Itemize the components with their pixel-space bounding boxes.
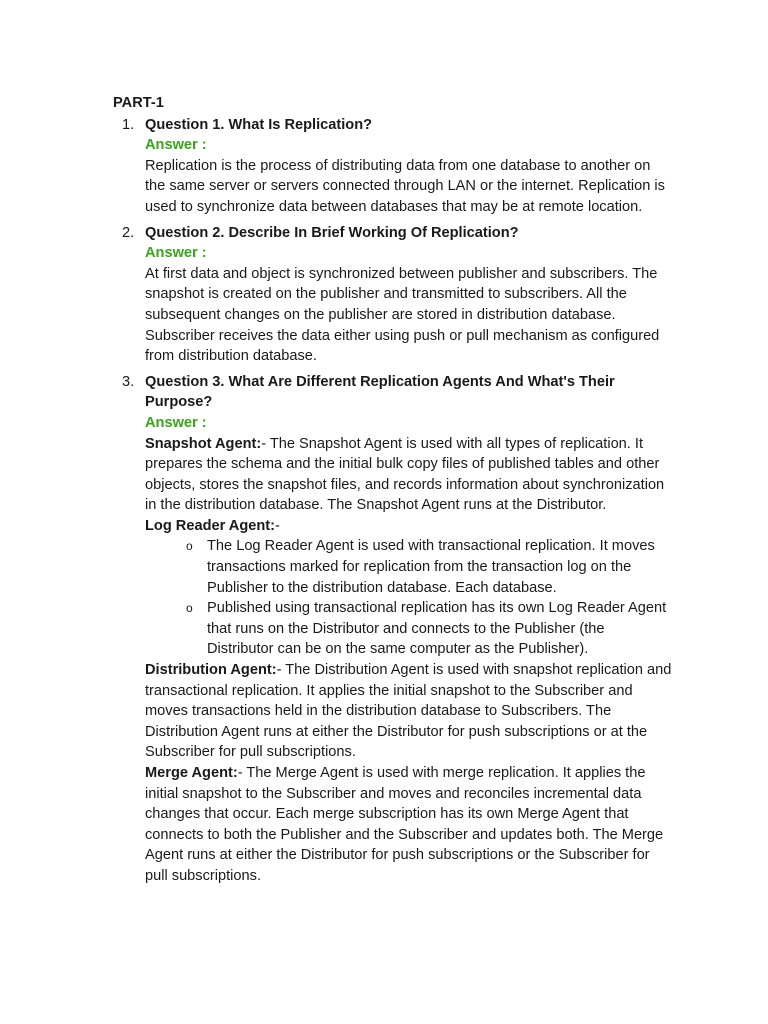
question-number: 3. (122, 373, 135, 390)
merge-agent-text: - The Merge Agent is used with merge replication. It applies the initial snapshot to the Subscriber and moves and reconciles incremental data changes that occur. Each merge subscription has its own Merge Agent that connects to both the Publisher and the Subscriber and updates both. The Merge Agent runs at either the Distributor for push subscriptions or the Subscriber for pull subscriptions. (145, 765, 664, 884)
question-title: Question 3. What Are Different Replication Agents And What's Their Purpose? (145, 373, 615, 411)
log-reader-agent-heading (145, 516, 673, 537)
snapshot-agent-paragraph (145, 434, 673, 516)
log-reader-agent-label: Log Reader Agent: (145, 517, 275, 534)
list-item (186, 598, 673, 660)
snapshot-agent-label: Snapshot Agent: (145, 435, 262, 452)
distribution-agent-text: - The Distribution Agent is used with snapshot replication and transactional replication. It applies the initial snapshot to the Subscriber and moves transactions held in the distribution database to Subscribers. The Distribution Agent runs at either the Distributor for push subscriptions or at the Subscriber for pull subscriptions. (145, 662, 672, 761)
answer-label: Answer : (145, 245, 207, 262)
list-item-text: Published using transactional replication has its own Log Reader Agent that runs on the Distributor and connects to the Publisher (the Distributor can be on the same computer as the Publisher). (207, 600, 667, 658)
answer-label: Answer : (145, 414, 207, 431)
log-reader-agent-list (145, 536, 673, 660)
distribution-agent-paragraph (145, 660, 673, 763)
part-title: PART-1 (113, 95, 164, 111)
answer-text: At first data and object is synchronized between publisher and subscribers. The snapshot is created on the publisher and transmitted to subscribers. All the subsequent changes on the publisher are stored in distribution database. Subscriber receives the data either using push or pull mechanism as configured from distribution database. (145, 265, 660, 365)
document-page (113, 93, 673, 892)
answer-label: Answer : (145, 137, 207, 154)
log-reader-agent-suffix: - (275, 517, 280, 534)
question-number: 1. (122, 116, 135, 133)
question-title: Question 1. What Is Replication? (145, 116, 373, 133)
question-title: Question 2. Describe In Brief Working Of Replication? (145, 224, 519, 241)
question-3 (113, 372, 673, 887)
distribution-agent-label: Distribution Agent: (145, 662, 277, 679)
bullet-circle-icon: o (186, 539, 193, 554)
list-item-text: The Log Reader Agent is used with transactional replication. It moves transactions marked for replication from the transaction log on the Publisher to the distribution database. Each database. (207, 538, 655, 596)
question-number: 2. (122, 224, 135, 241)
list-item (186, 536, 673, 598)
merge-agent-paragraph (145, 763, 673, 887)
merge-agent-label: Merge Agent: (145, 765, 238, 781)
bullet-circle-icon: o (186, 601, 193, 616)
snapshot-agent-text: - The Snapshot Agent is used with all types of replication. It prepares the schema and the initial bulk copy files of published tables and other objects, stores the snapshot files, and records information about synchronization in the distribution database. The Snapshot Agent runs at the Distributor. (145, 435, 665, 514)
question-2 (113, 223, 673, 367)
answer-text: Replication is the process of distributing data from one database to another on the same server or servers connected through LAN or the internet. Replication is used to synchronize data between databases that may be at remote location. (145, 157, 665, 215)
question-1 (113, 115, 673, 218)
